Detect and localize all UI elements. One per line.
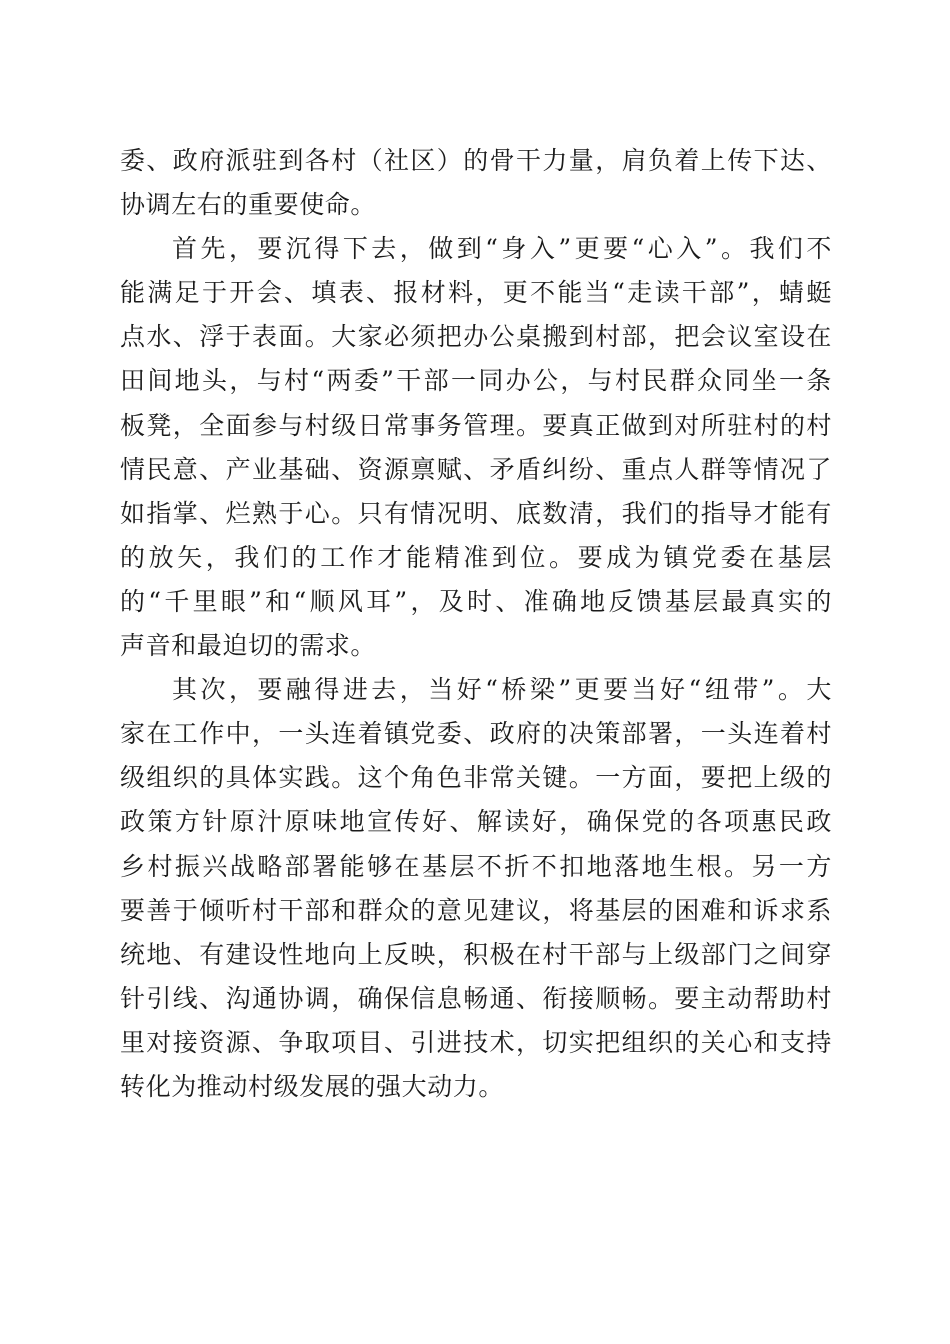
paragraph-line: 政策方针原汁原味地宣传好、解读好，确保党的各项惠民政 bbox=[120, 807, 832, 837]
paragraph-line: 首先，要沉得下去，做到“身入”更要“心入”。我们不 bbox=[172, 234, 832, 264]
paragraph-line: 如指掌、烂熟于心。只有情况明、底数清，我们的指导才能有 bbox=[120, 498, 832, 528]
paragraph-line: 的放矢，我们的工作才能精准到位。要成为镇党委在基层 bbox=[120, 542, 832, 572]
paragraph bbox=[120, 139, 832, 227]
paragraph-line: 其次，要融得进去，当好“桥梁”更要当好“纽带”。大 bbox=[172, 675, 832, 705]
paragraph-line: 委、政府派驻到各村（社区）的骨干力量，肩负着上传下达、 bbox=[120, 146, 832, 175]
paragraph-line: 能满足于开会、填表、报材料，更不能当“走读干部”，蜻蜓 bbox=[120, 278, 832, 308]
paragraph-line: 统地、有建设性地向上反映，积极在村干部与上级部门之间穿 bbox=[120, 939, 832, 969]
paragraph-line: 协调左右的重要使命。 bbox=[120, 190, 377, 220]
paragraph-line: 情民意、产业基础、资源禀赋、矛盾纠纷、重点人群等情况了 bbox=[120, 454, 832, 484]
paragraph-line: 声音和最迫切的需求。 bbox=[120, 631, 377, 661]
paragraph-line: 田间地头，与村“两委”干部一同办公，与村民群众同坐一条 bbox=[120, 366, 832, 396]
paragraph bbox=[120, 227, 832, 668]
paragraph-line: 的“千里眼”和“顺风耳”，及时、准确地反馈基层最真实的 bbox=[120, 586, 832, 616]
paragraph bbox=[120, 668, 832, 1109]
paragraph-line: 家在工作中，一头连着镇党委、政府的决策部署，一头连着村 bbox=[120, 719, 832, 749]
paragraph-line: 要善于倾听村干部和群众的意见建议，将基层的困难和诉求系 bbox=[120, 895, 832, 925]
document-body bbox=[120, 139, 832, 1109]
paragraph-line: 转化为推动村级发展的强大动力。 bbox=[120, 1071, 505, 1101]
paragraph-line: 级组织的具体实践。这个角色非常关键。一方面，要把上级的 bbox=[120, 763, 832, 793]
paragraph-line: 里对接资源、争取项目、引进技术，切实把组织的关心和支持 bbox=[120, 1027, 832, 1057]
paragraph-line: 板凳，全面参与村级日常事务管理。要真正做到对所驻村的村 bbox=[120, 410, 832, 440]
paragraph-line: 乡村振兴战略部署能够在基层不折不扣地落地生根。另一方 bbox=[120, 851, 832, 881]
paragraph-line: 点水、浮于表面。大家必须把办公桌搬到村部，把会议室设在 bbox=[120, 322, 832, 352]
paragraph-line: 针引线、沟通协调，确保信息畅通、衔接顺畅。要主动帮助村 bbox=[120, 983, 832, 1013]
